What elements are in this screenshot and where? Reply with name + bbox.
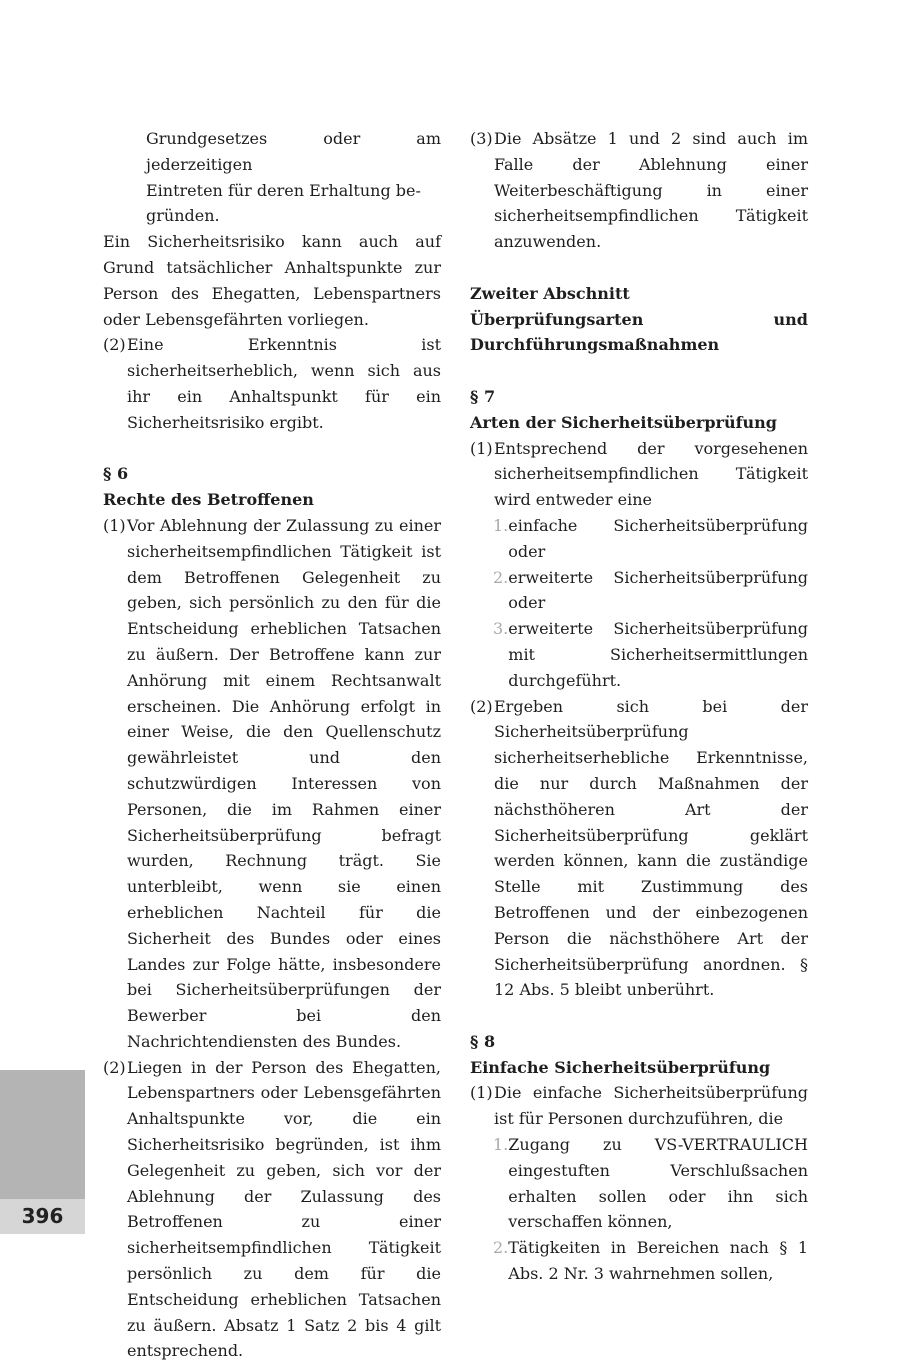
sub-item	[493, 565, 808, 617]
sub-list	[470, 1132, 808, 1287]
sub-item-text: erweiterte Sicherheitsüberprüfung mit Sicherheitsermittlungen durchgeführt.	[508, 619, 808, 690]
list-item	[470, 436, 808, 513]
item-text: Entsprechend der vorgesehenen sicherheitsempfindlichen Tätigkeit wird entweder eine	[494, 438, 808, 510]
right-column	[470, 126, 808, 1287]
sub-item-text: Zugang zu VS-VERTRAULICH eingestuften Verschlußsachen erhalten sollen oder ihn sich verschaffen können,	[508, 1135, 808, 1232]
item-text: Die einfache Sicherheitsüberprüfung ist für Personen durchzuführen, die	[494, 1083, 808, 1129]
section-number: § 6	[103, 464, 129, 484]
sub-item	[493, 1235, 808, 1287]
section-number: § 7	[470, 386, 496, 406]
chapter-title: Überprüfungsarten und Durchführungsmaßnahmen	[470, 309, 808, 355]
continued-line: gründen.	[146, 206, 220, 226]
sub-item-number: 2.	[493, 1238, 509, 1258]
sub-list	[470, 513, 808, 694]
section-title: Einfache Sicherheitsüberprüfung	[470, 1057, 771, 1077]
list-item	[103, 332, 441, 435]
sub-item	[493, 616, 808, 693]
section-number: § 8	[470, 1031, 496, 1051]
left-column	[103, 126, 441, 1364]
item-text: Die Absätze 1 und 2 sind auch im Falle der Ablehnung einer Weiterbeschäftigung in einer sicherheitsempfindlichen Tätigkeit anzuwenden.	[494, 129, 808, 252]
sub-item-number: 1.	[493, 1135, 509, 1155]
item-number: (2)	[103, 335, 126, 355]
sub-item	[493, 1132, 808, 1235]
list-item	[470, 694, 808, 1004]
sub-item-text: Tätigkeiten in Bereichen nach § 1 Abs. 2 Nr. 3 wahrnehmen sollen,	[508, 1238, 808, 1284]
continued-line: Grundgesetzes oder am jederzeitigen	[146, 129, 441, 174]
continued-line: Eintreten für deren Erhaltung be-	[146, 180, 421, 200]
item-number: (1)	[103, 515, 126, 535]
item-number: (1)	[470, 1083, 493, 1103]
list-item	[103, 513, 441, 1055]
list-item	[103, 1055, 441, 1364]
sub-item-number: 3.	[493, 619, 509, 639]
continued-item	[103, 126, 441, 229]
sub-item-number: 1.	[493, 515, 509, 535]
section-title: Arten der Sicherheitsüberprüfung	[470, 412, 777, 432]
sub-item	[493, 513, 808, 565]
item-text: Eine Erkenntnis ist sicherheitserheblich, wenn sich aus ihr ein Anhaltspunkt für ein Sicherheitsrisiko ergibt.	[127, 335, 441, 432]
item-number: (2)	[103, 1057, 126, 1077]
item-number: (2)	[470, 696, 493, 716]
sub-item-number: 2.	[493, 567, 509, 587]
list-item	[470, 126, 808, 255]
item-number: (3)	[470, 129, 493, 148]
paragraph: Ein Sicherheitsrisiko kann auch auf Grund tatsächlicher Anhaltspunkte zur Person des Ehegatten, Lebenspartners oder Lebensgefährten vorliegen.	[103, 232, 441, 329]
sub-item-text: einfache Sicherheitsüberprüfung oder	[508, 515, 808, 561]
sub-item-text: erweiterte Sicherheitsüberprüfung oder	[508, 567, 808, 613]
section-title: Rechte des Betroffenen	[103, 490, 314, 510]
item-text: Liegen in der Person des Ehegatten, Lebenspartners oder Lebensgefährten Anhaltspunkte vor, die ein Sicherheitsrisiko begründen, ist ihm Gelegenheit zu geben, sich vor der Ablehnung der Zulassung des Betroffenen zu einer sicherheitsempfindlichen Tätigkeit persönlich zu dem für die Entscheidung erheblichen Tatsachen zu äußern. Absatz 1 Satz 2 bis 4 gilt entsprechend.	[127, 1057, 441, 1361]
item-text: Ergeben sich bei der Sicherheitsüberprüfung sicherheitserhebliche Erkenntnisse, die nur durch Maßnahmen der nächsthöheren Art der Sicherheitsüberprüfung geklärt werden können, kann die zuständige Stelle mit Zustimmung des Betroffenen und der einbezogenen Person die nächsthöhere Art der Sicherheitsüberprüfung anordnen. § 12 Abs. 5 bleibt unberührt.	[494, 696, 808, 1000]
page-number: 396	[0, 1199, 85, 1234]
item-text: Vor Ablehnung der Zulassung zu einer sicherheitsempfindlichen Tätigkeit ist dem Betroffenen Gelegenheit zu geben, sich persönlich zu den für die Entscheidung erheblichen Tatsachen zu äußern. Der Betroffene kann zur Anhörung mit einem Rechtsanwalt erscheinen. Die Anhörung erfolgt in einer Weise, die den Quellenschutz gewährleistet und den schutzwürdigen Interessen von Personen, die im Rahmen einer Sicherheitsüberprüfung befragt wurden, Rechnung trägt. Sie unterbleibt, wenn sie einen erheblichen Nachteil für die Sicherheit des Bundes oder eines Landes zur Folge hätte, insbesondere bei Sicherheitsüberprüfungen der Bewerber bei den Nachrichtendiensten des Bundes.	[127, 515, 441, 1051]
item-number: (1)	[470, 438, 493, 458]
list-item	[470, 1080, 808, 1132]
chapter-heading: Zweiter Abschnitt	[470, 283, 630, 303]
